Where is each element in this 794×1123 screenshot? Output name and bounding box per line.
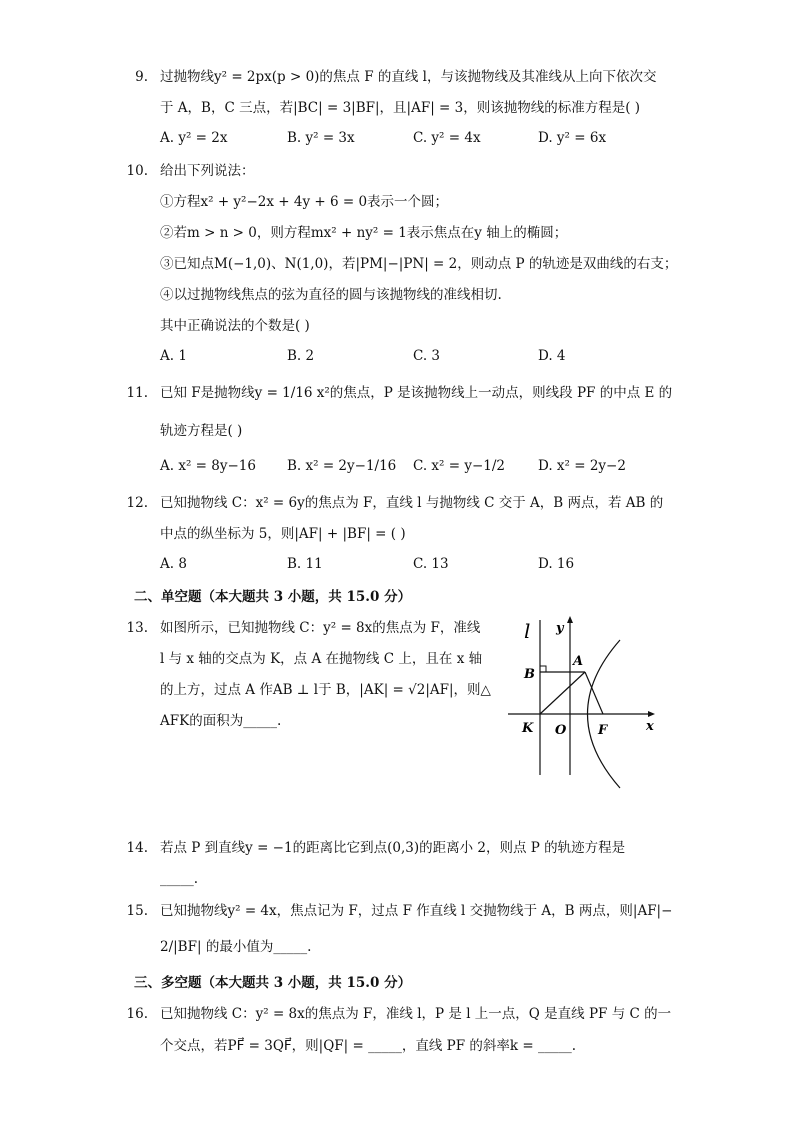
- q9-option-b[interactable]: B. y² = 3x: [287, 130, 355, 146]
- q12-option-b[interactable]: B. 11: [287, 556, 323, 572]
- q13-text-2: l 与 x 轴的交点为 K，点 A 在抛物线 C 上，且在 x 轴: [160, 651, 483, 667]
- q13-text-4: AFK的面积为_____.: [160, 713, 282, 729]
- q11-option-a[interactable]: A. x² = 8y−16: [160, 458, 256, 474]
- section-3-heading: 三、多空题（本大题共 3 小题，共 15.0 分）: [134, 975, 412, 991]
- q10-option-d[interactable]: D. 4: [538, 348, 566, 364]
- q9-option-a[interactable]: A. y² = 2x: [160, 130, 228, 146]
- q13-text-1: 如图所示，已知抛物线 C：y² = 8x的焦点为 F，准线: [160, 620, 481, 636]
- right-angle-mark: [540, 666, 546, 672]
- q9-number: 9.: [135, 69, 148, 85]
- q9-text-2: 于 A，B，C 三点，若|BC| = 3|BF|，且|AF| = 3，则该抛物线的标准方程是( ): [160, 100, 641, 116]
- q10-item-3: ③已知点M(−1,0)、N(1,0)，若|PM|−|PN| = 2，则动点 P 的轨迹是双曲线的右支；: [160, 256, 678, 272]
- label-x: x: [646, 719, 654, 734]
- q10-item-1: ①方程x² + y²−2x + 4y + 6 = 0表示一个圆；: [160, 194, 449, 210]
- q10-number: 10.: [126, 163, 148, 179]
- label-a: A: [573, 654, 584, 669]
- q10-intro: 给出下列说法：: [160, 163, 255, 179]
- q14-number: 14.: [126, 840, 148, 856]
- label-k: K: [522, 721, 534, 736]
- q12-text-1: 已知抛物线 C：x² = 6y的焦点为 F，直线 l 与抛物线 C 交于 A，B 两点，若 AB 的: [160, 495, 664, 511]
- q12-number: 12.: [126, 495, 148, 511]
- q9-option-c[interactable]: C. y² = 4x: [413, 130, 481, 146]
- x-axis-arrow: [648, 711, 655, 717]
- label-b: B: [524, 667, 535, 682]
- q12-text-2: 中点的纵坐标为 5，则|AF| + |BF| = ( ): [160, 526, 406, 542]
- q11-number: 11.: [126, 385, 148, 401]
- q11-option-c[interactable]: C. x² = y−1/2: [413, 458, 506, 474]
- section-2-heading: 二、单空题（本大题共 3 小题，共 15.0 分）: [134, 589, 412, 605]
- q13-parabola-figure: [500, 610, 670, 810]
- y-axis-arrow: [567, 616, 573, 623]
- q15-text-2: 2/|BF| 的最小值为_____.: [160, 939, 312, 955]
- q11-text-1: 已知 F是抛物线y = 1/16 x²的焦点，P 是该抛物线上一动点，则线段 PF 的中点 E 的: [160, 385, 673, 401]
- q10-ask: 其中正确说法的个数是( ): [160, 318, 310, 334]
- q9-option-d[interactable]: D. y² = 6x: [538, 130, 607, 146]
- q16-text-1: 已知抛物线 C：y² = 8x的焦点为 F，准线 l，P 是 l 上一点，Q 是直线 PF 与 C 的一: [160, 1006, 672, 1022]
- label-l: l: [524, 619, 531, 643]
- q16-number: 16.: [126, 1006, 148, 1022]
- label-y: y: [556, 621, 564, 636]
- q13-text-3: 的上方，过点 A 作AB ⊥ l于 B，|AK| = √2|AF|，则△: [160, 682, 491, 698]
- q10-option-b[interactable]: B. 2: [287, 348, 315, 364]
- q11-text-2: 轨迹方程是( ): [160, 423, 243, 439]
- label-f: F: [598, 723, 608, 738]
- q11-option-d[interactable]: D. x² = 2y−2: [538, 458, 626, 474]
- segment-ka: [540, 672, 585, 714]
- q10-item-2: ②若m > n > 0，则方程mx² + ny² = 1表示焦点在y 轴上的椭圆；: [160, 225, 568, 241]
- q9-text-1: 过抛物线y² = 2px(p > 0)的焦点 F 的直线 l，与该抛物线及其准线从上向下依次交: [160, 69, 657, 85]
- q15-text-1: 已知抛物线y² = 4x，焦点记为 F，过点 F 作直线 l 交抛物线于 A，B 两点，则|AF|−: [160, 903, 673, 919]
- q13-number: 13.: [126, 620, 148, 636]
- q12-option-c[interactable]: C. 13: [413, 556, 449, 572]
- q16-text-2: 个交点，若PF⃗ = 3QF⃗，则|QF| = _____，直线 PF 的斜率k = _____.: [160, 1038, 576, 1054]
- label-o: O: [555, 723, 567, 738]
- q15-number: 15.: [126, 903, 148, 919]
- q11-option-b[interactable]: B. x² = 2y−1/16: [287, 458, 397, 474]
- q10-item-4: ④以过抛物线焦点的弦为直径的圆与该抛物线的准线相切.: [160, 287, 502, 303]
- q14-text-2: _____.: [160, 871, 199, 887]
- q10-option-c[interactable]: C. 3: [413, 348, 441, 364]
- q12-option-a[interactable]: A. 8: [160, 556, 187, 572]
- q10-option-a[interactable]: A. 1: [160, 348, 187, 364]
- q12-option-d[interactable]: D. 16: [538, 556, 575, 572]
- q14-text-1: 若点 P 到直线y = −1的距离比它到点(0,3)的距离小 2，则点 P 的轨迹方程是: [160, 840, 626, 856]
